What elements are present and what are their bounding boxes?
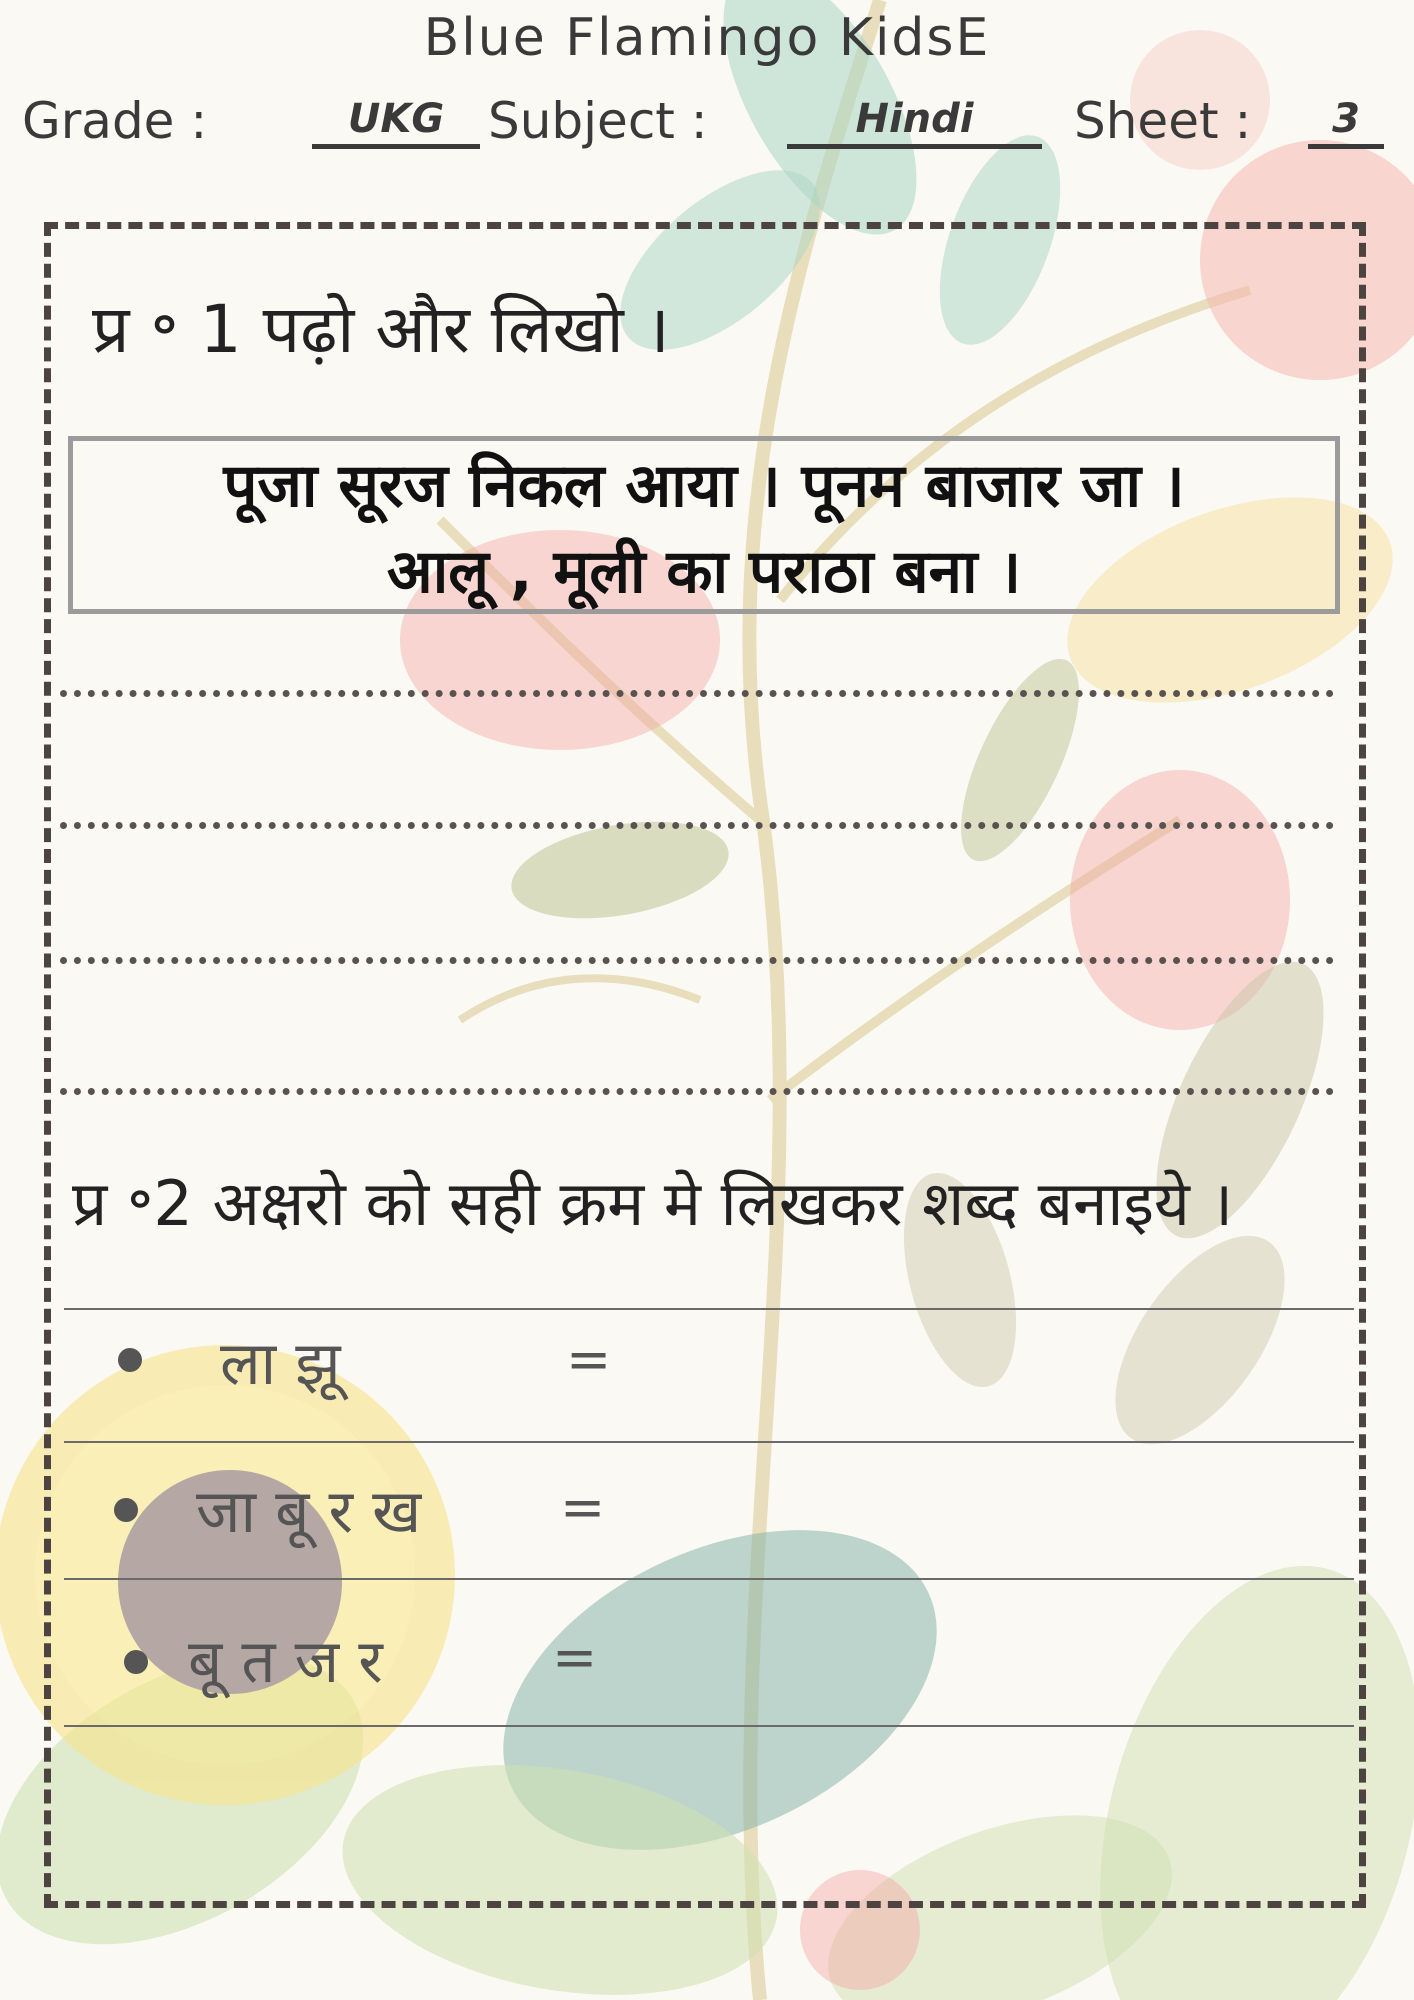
jumbled-word-1: ला झू [220,1329,341,1399]
page-title: Blue Flamingo KidsE [423,8,991,68]
reading-passage-box [68,436,1340,614]
grade-value: UKG [312,96,480,149]
equals-sign-2: = [560,1476,606,1539]
answer-rule [64,1725,1354,1727]
answer-rule [64,1441,1354,1443]
answer-rule [64,1578,1354,1580]
answer-rule [64,1308,1354,1310]
answer-field-1[interactable] [640,1320,1330,1420]
writing-line-3[interactable] [60,957,1334,964]
passage-line-1: पूजा सूरज निकल आया । पूनम बाजार जा । [223,451,1185,521]
sheet-label: Sheet : [1074,92,1252,150]
answer-field-3[interactable] [640,1600,1330,1715]
sheet-value: 3 [1308,96,1384,149]
writing-line-2[interactable] [60,822,1334,829]
bullet-icon [118,1348,142,1372]
jumbled-word-3: बू त ज र [188,1627,383,1697]
subject-value: Hindi [787,96,1042,149]
question-1-prompt: प्र ॰ 1 पढ़ो और लिखो । [92,291,670,368]
passage-line-2: आलू , मूली का पराठा बना । [386,537,1022,607]
writing-line-4[interactable] [60,1088,1334,1095]
grade-label: Grade : [22,92,208,150]
answer-field-2[interactable] [640,1460,1330,1570]
jumbled-word-2: जा बू र ख [196,1477,422,1547]
question-2-prompt: प्र ॰2 अक्षरो को सही क्रम मे लिखकर शब्द बनाइये । [72,1167,1234,1240]
subject-label: Subject : [488,92,708,150]
equals-sign-1: = [566,1328,612,1391]
bullet-icon [124,1650,148,1674]
equals-sign-3: = [552,1626,598,1689]
writing-line-1[interactable] [60,690,1334,697]
bullet-icon [114,1498,138,1522]
